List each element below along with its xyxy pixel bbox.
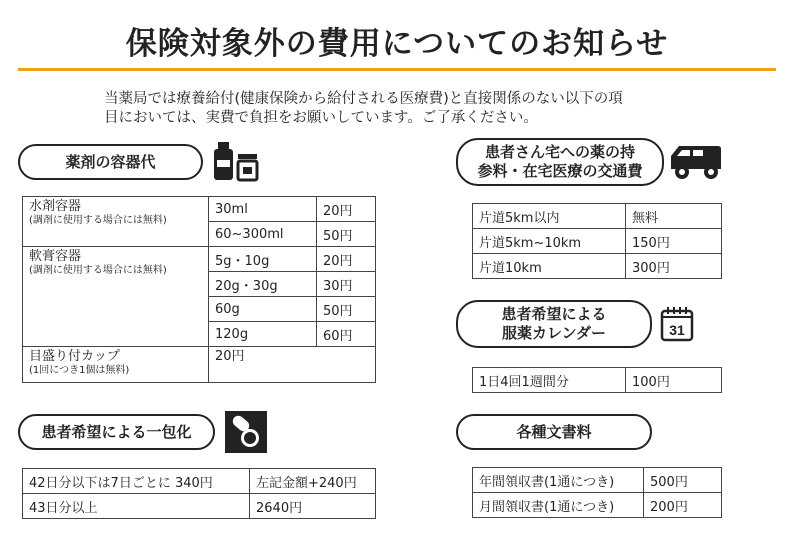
water-container-note: (調剤に使用する場合には無料) [29,215,167,226]
price-cell: 20円 [317,247,376,272]
containers-heading-label: 薬剤の容器代 [65,152,156,171]
price-cell: 60円 [317,322,376,347]
water-container-cell [23,197,209,247]
measuring-cup-price: 20円 [209,347,376,383]
calendar-heading-line-2: 服薬カレンダー [501,324,607,342]
unitdose-label-cell: 43日分以上 [23,494,250,519]
intro-line-1: 当薬局では療養給付(健康保険から給付される医療費)と直接関係のない以下の項 [104,91,623,107]
calendar-label-cell: 1日4回1週間分 [473,368,626,393]
ointment-container-label: 軟膏容器 [29,249,82,264]
ointment-container-cell [23,247,209,347]
calendar-price-cell: 100円 [626,368,722,393]
table-row [23,469,376,494]
water-container-label: 水剤容器 [29,199,82,214]
delivery-heading [456,138,664,186]
measuring-cup-note: (1回につき1個は無料) [29,365,130,376]
table-row [473,493,722,518]
documents-heading-label: 各種文書料 [516,422,592,441]
delivery-price-cell: 150円 [626,229,722,254]
table-row [23,347,376,383]
truck-icon [668,142,724,182]
unitdose-heading [18,414,215,450]
size-cell: 60~300ml [209,222,317,247]
documents-table [472,467,722,518]
measuring-cup-label: 目盛り付カップ [29,349,120,364]
table-row [473,468,722,493]
title-underline [18,68,776,71]
calendar-icon [660,306,694,342]
calendar-heading-line-1: 患者希望による [501,305,607,323]
size-cell: 120g [209,322,317,347]
delivery-price-cell: 無料 [626,204,722,229]
containers-heading [18,144,203,180]
unitdose-label-cell: 42日分以下は7日ごとに 340円 [23,469,250,494]
unitdose-price-cell: 左記金額+240円 [250,469,376,494]
price-cell: 50円 [317,222,376,247]
ointment-container-note: (調剤に使用する場合には無料) [29,265,167,276]
page-title: 保険対象外の費用についてのお知らせ [125,26,669,62]
measuring-cup-cell [23,347,209,383]
table-row [23,494,376,519]
delivery-heading-line-1: 患者さん宅への薬の持 [484,143,635,161]
documents-label-cell: 年間領収書(1通につき) [473,468,644,493]
delivery-table [472,203,722,279]
delivery-label-cell: 片道10km [473,254,626,279]
unitdose-table [22,468,376,519]
unitdose-price-cell: 2640円 [250,494,376,519]
calendar-icon-number: 31 [669,322,685,338]
delivery-heading-line-2: 参料・在宅医療の交通費 [477,162,643,180]
calendar-heading [456,300,652,348]
table-row [23,197,376,222]
delivery-price-cell: 300円 [626,254,722,279]
size-cell: 20g・30g [209,272,317,297]
intro-line-2: 目においては、実費で負担をお願いしています。ご了承ください。 [104,110,538,126]
price-cell: 50円 [317,297,376,322]
intro-text [104,90,724,128]
size-cell: 30ml [209,197,317,222]
price-cell: 20円 [317,197,376,222]
table-row [473,204,722,229]
bottle-icon [212,140,260,184]
unitdose-heading-label: 患者希望による一包化 [41,422,192,441]
documents-heading [456,414,652,450]
table-row [473,254,722,279]
table-row [23,247,376,272]
table-row [473,368,722,393]
delivery-label-cell: 片道5km~10km [473,229,626,254]
size-cell: 60g [209,297,317,322]
size-cell: 5g・10g [209,247,317,272]
containers-table [22,196,376,383]
price-cell: 30円 [317,272,376,297]
delivery-label-cell: 片道5km以内 [473,204,626,229]
calendar-table [472,367,722,393]
pills-icon [224,410,268,454]
documents-price-cell: 500円 [644,468,722,493]
documents-price-cell: 200円 [644,493,722,518]
documents-label-cell: 月間領収書(1通につき) [473,493,644,518]
table-row [473,229,722,254]
